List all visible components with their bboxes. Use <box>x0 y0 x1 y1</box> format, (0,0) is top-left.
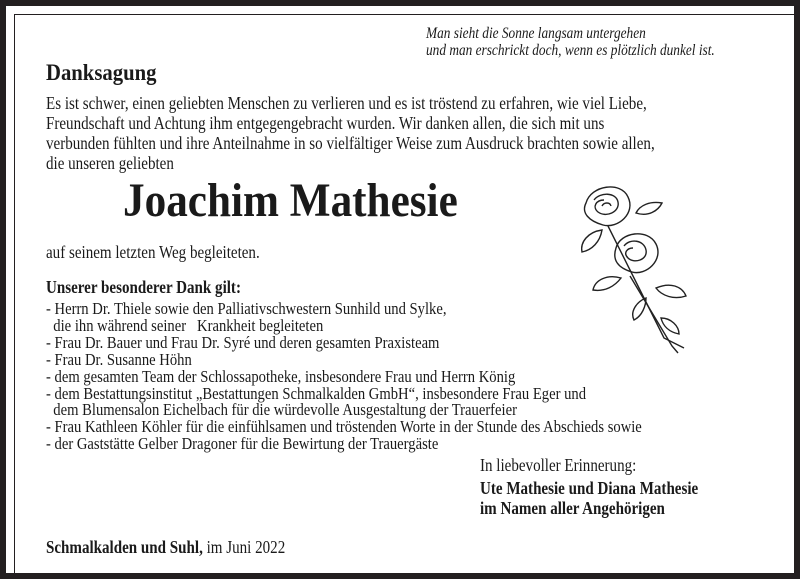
thanks-item: dem Blumensalon Eichelbach für die würdevolle Ausgestaltung der Trauerfeier <box>46 400 517 420</box>
intro-line: Es ist schwer, einen geliebten Menschen zu verlieren und es ist tröstend zu erfahren, wie viel Liebe, <box>46 93 647 113</box>
thanks-heading: Unserer besonderer Dank gilt: <box>46 277 241 297</box>
roses-illustration <box>566 178 726 368</box>
motto-line: Man sieht die Sonne langsam untergehen <box>426 25 646 42</box>
thanks-item: - der Gaststätte Gelber Dragoner für die Bewirtung der Trauergäste <box>46 434 439 454</box>
signoff-family: im Namen aller Angehörigen <box>480 498 665 518</box>
signoff-intro: In liebevoller Erinnerung: <box>480 455 637 475</box>
heading: Danksagung <box>46 60 157 85</box>
thanks-item: - Frau Kathleen Köhler für die einfühlsamen und tröstenden Worte in der Stunde des Abschieds sowie <box>46 417 642 437</box>
after-name-text: auf seinem letzten Weg begleiteten. <box>46 242 260 262</box>
thanks-item: - Herrn Dr. Thiele sowie den Palliativschwestern Sunhild und Sylke, <box>46 299 447 318</box>
place-date <box>46 537 285 557</box>
thanks-item: - dem Bestattungsinstitut „Bestattungen Schmalkalden GmbH“, insbesondere Frau Eger und <box>46 383 587 403</box>
intro-line: verbunden fühlten und ihre Anteilnahme in so vielfältiger Weise zum Ausdruck brachten sowie allen, <box>46 133 655 153</box>
place: Schmalkalden und Suhl, <box>46 537 203 557</box>
notice-frame <box>6 6 794 573</box>
thanks-item: die ihn während seiner Krankheit begleiteten <box>46 315 324 335</box>
thanks-item: - Frau Dr. Susanne Höhn <box>46 349 192 369</box>
thanks-item: - dem gesamten Team der Schlossapotheke, insbesondere Frau und Herrn König <box>46 366 516 386</box>
deceased-name: Joachim Mathesie <box>123 174 458 227</box>
date: im Juni 2022 <box>206 537 286 557</box>
intro-line: Freundschaft und Achtung ihm entgegengebracht wurden. Wir danken allen, die sich mit uns <box>46 113 605 133</box>
thanks-item: - Frau Dr. Bauer und Frau Dr. Syré und deren gesamten Praxisteam <box>46 332 440 352</box>
motto-line: und man erschrickt doch, wenn es plötzlich dunkel ist. <box>426 42 715 59</box>
intro-line: die unseren geliebten <box>46 153 174 173</box>
signoff-names: Ute Mathesie und Diana Mathesie <box>480 478 699 498</box>
